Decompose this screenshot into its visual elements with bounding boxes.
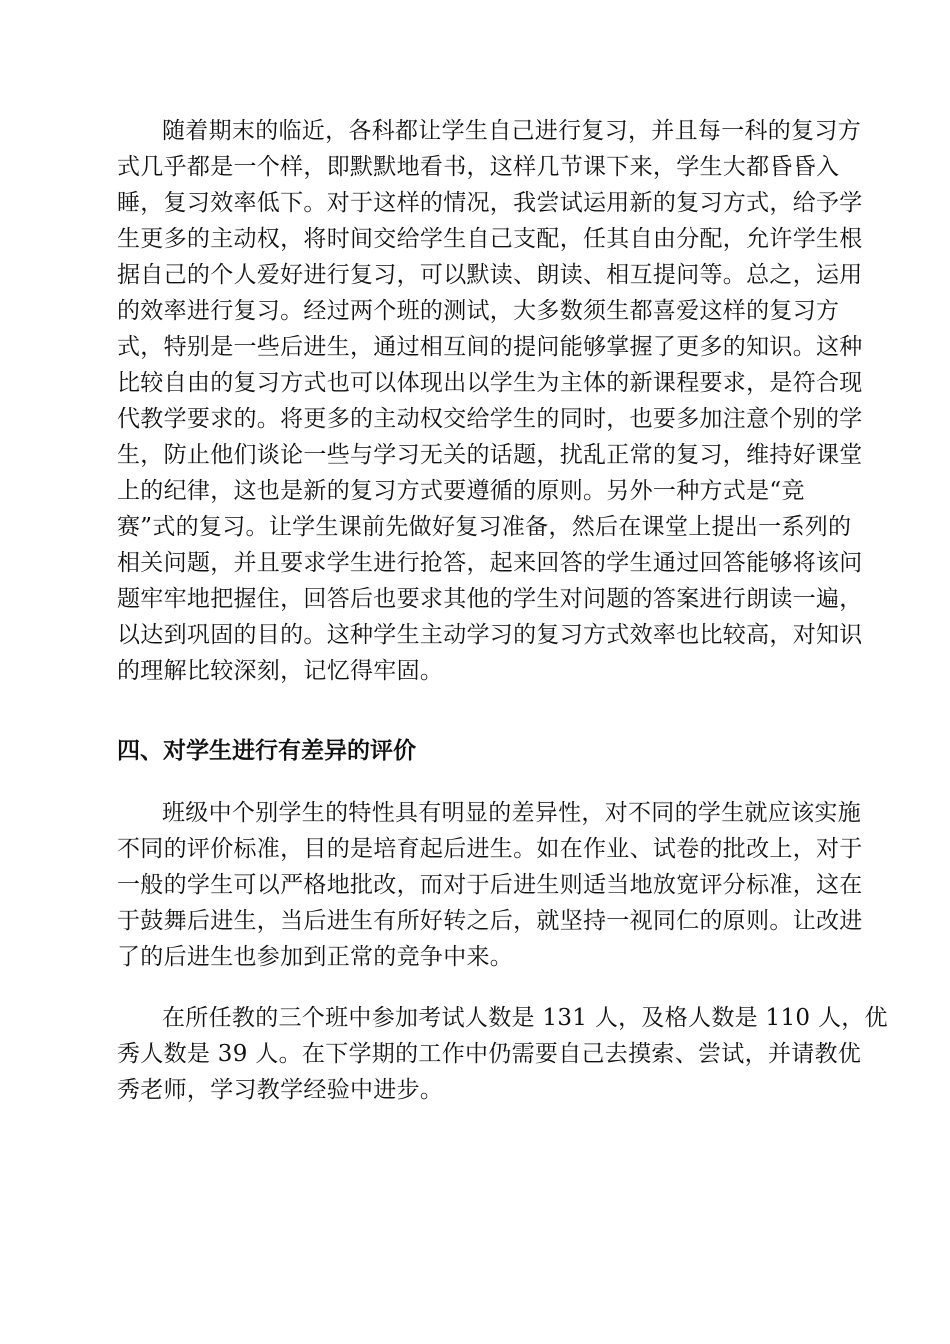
paragraph-line: 秀人数是 39 人。在下学期的工作中仍需要自己去摸索、尝试，并请教优 [117,1041,862,1067]
paragraph-line: 式，特别是一些后进生，通过相互间的提问能够掌握了更多的知识。这种 [117,334,863,360]
paragraph-line: 式几乎都是一个样，即默默地看书，这样几节课下来，学生大都昏昏入 [117,154,840,180]
paragraph-line: 生更多的主动权，将时间交给学生自己支配，任其自由分配，允许学生根 [117,226,863,252]
paragraph-line: 了的后进生也参加到正常的竞争中来。 [117,944,514,970]
paragraph-line: 睡，复习效率低下。对于这样的情况，我尝试运用新的复习方式，给予学 [117,190,863,216]
paragraph-line: 在所任教的三个班中参加考试人数是 131 人，及格人数是 110 人，优 [162,1005,888,1031]
paragraph-line: 题牢牢地把握住，回答后也要求其他的学生对问题的答案进行朗读一遍， [117,586,863,612]
paragraph-line: 生，防止他们谈论一些与学习无关的话题，扰乱正常的复习，维持好课堂 [117,442,863,468]
section-heading: 四、对学生进行有差异的评价 [117,738,416,764]
paragraph-line: 以达到巩固的目的。这种学生主动学习的复习方式效率也比较高，对知识 [117,622,863,648]
paragraph-line: 秀老师，学习教学经验中进步。 [117,1077,444,1103]
paragraph-line: 代教学要求的。将更多的主动权交给学生的同时，也要多加注意个别的学 [117,406,863,432]
paragraph-line: 的理解比较深刻，记忆得牢固。 [117,658,444,684]
paragraph-line: 于鼓舞后进生，当后进生有所好转之后，就坚持一视同仁的原则。让改进 [117,908,863,934]
paragraph-line: 一般的学生可以严格地批改，而对于后进生则适当地放宽评分标准，这在 [117,872,863,898]
paragraph-line: 上的纪律，这也是新的复习方式要遵循的原则。另外一种方式是“竞 [117,478,805,504]
paragraph-line: 相关问题，并且要求学生进行抢答，起来回答的学生通过回答能够将该问 [117,550,863,576]
paragraph-line: 随着期末的临近，各科都让学生自己进行复习，并且每一科的复习方 [162,118,861,144]
paragraph-line: 比较自由的复习方式也可以体现出以学生为主体的新课程要求，是符合现 [117,370,863,396]
paragraph-line: 据自己的个人爱好进行复习，可以默读、朗读、相互提问等。总之，运用 [117,262,863,288]
paragraph-line: 的效率进行复习。经过两个班的测试，大多数须生都喜爱这样的复习方 [117,298,840,324]
paragraph-line: 不同的评价标准，目的是培育起后进生。如在作业、试卷的批改上，对于 [117,836,863,862]
paragraph-line: 班级中个别学生的特性具有明显的差异性，对不同的学生就应该实施 [162,800,861,826]
paragraph-line: 赛”式的复习。让学生课前先做好复习准备，然后在课堂上提出一系列的 [117,514,852,540]
